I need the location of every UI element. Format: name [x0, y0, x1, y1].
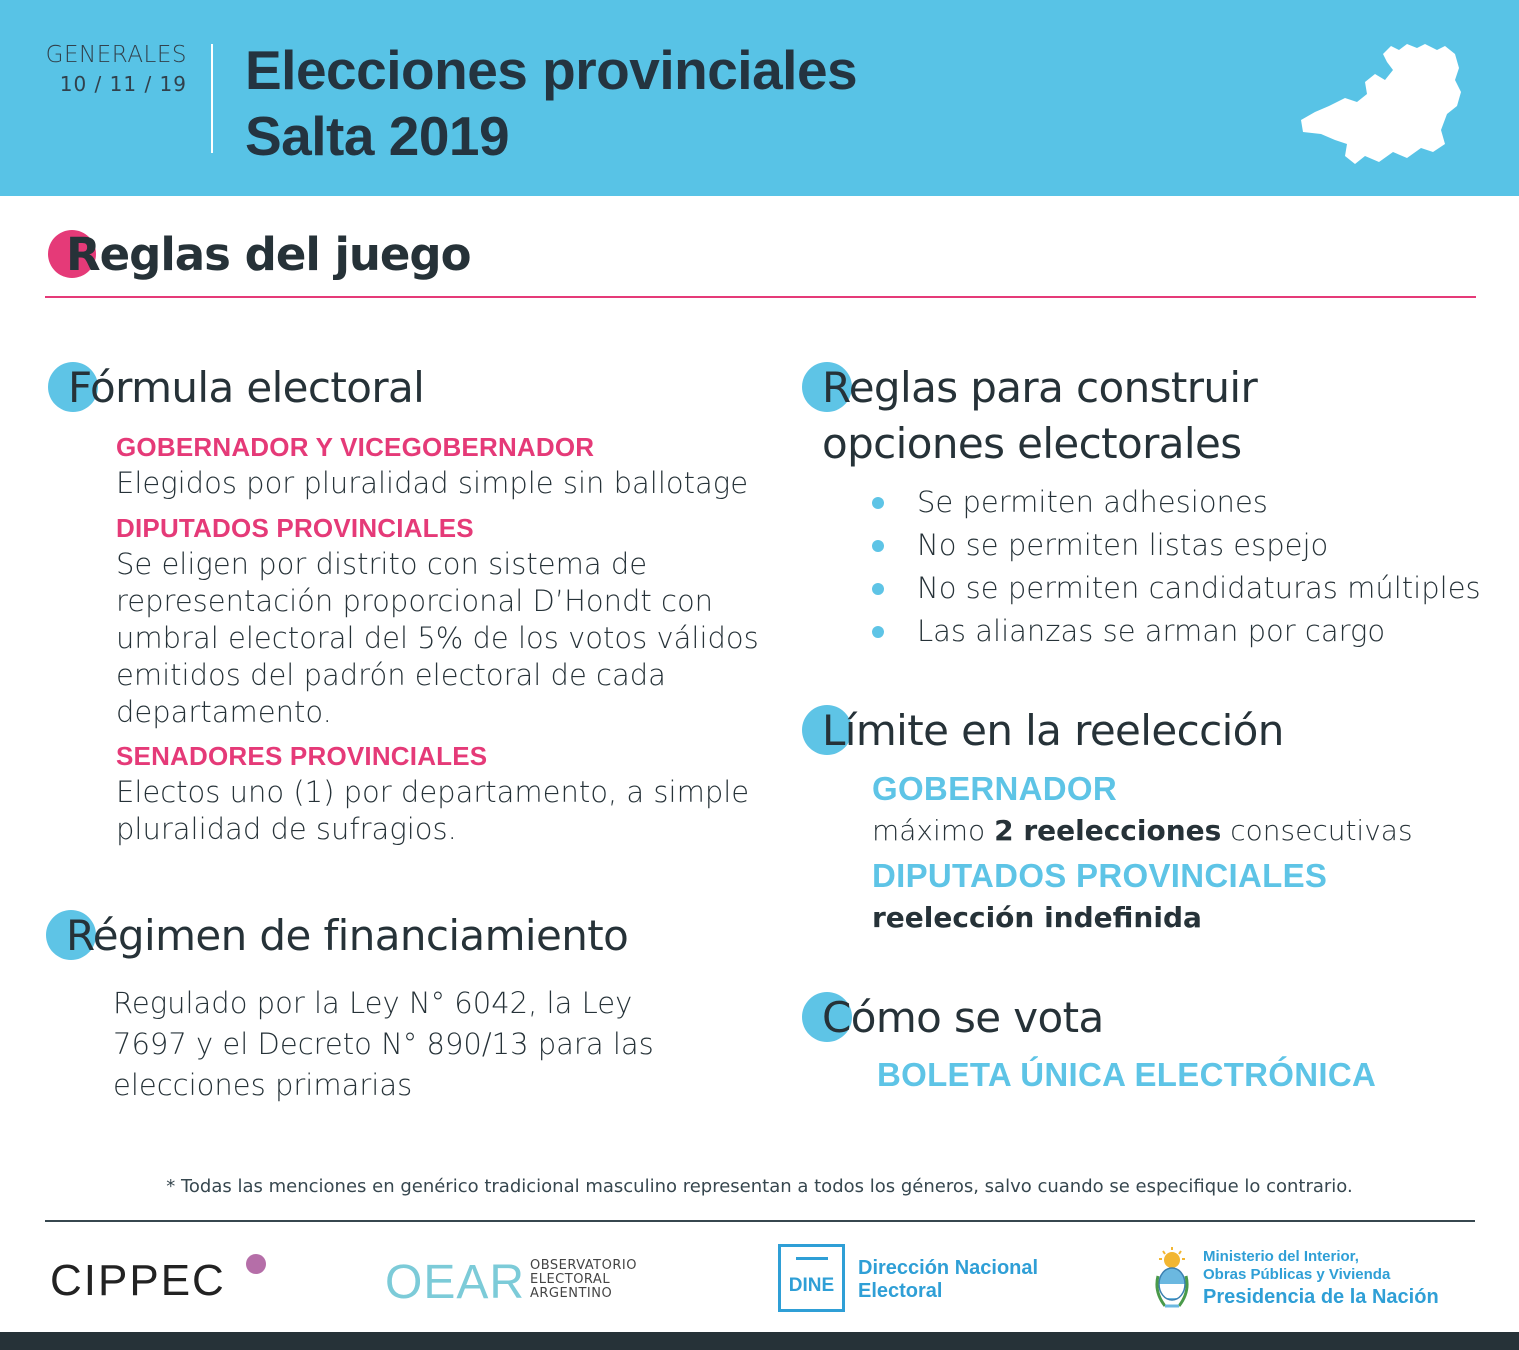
reglas-heading-line2: opciones electorales — [822, 419, 1242, 468]
ministerio-line2: Obras Públicas y Vivienda — [1203, 1266, 1391, 1283]
footnote: * Todas las menciones en genérico tradicional masculino representan a todos los géneros, salvo cuando se especifique lo contrario. — [166, 1176, 1353, 1197]
section-heading-voto — [802, 990, 1104, 1046]
dine-bar-icon — [796, 1257, 828, 1260]
formula-text-diputados: Se eligen por distrito con sistema de representación proporcional D’Hondt con umbral electoral del 5% de los votos válidos emitidos del padrón electoral de cada departamento. — [116, 547, 759, 729]
pink-divider — [45, 296, 1476, 298]
bullet-icon — [872, 583, 884, 595]
section-heading-financiamiento — [46, 908, 629, 964]
section-heading-formula — [48, 360, 425, 416]
reeleccion-label-diputados: DIPUTADOS PROVINCIALES — [872, 857, 1328, 894]
formula-label-diputados: DIPUTADOS PROVINCIALES — [116, 513, 474, 543]
bullet-text: Se permiten adhesiones — [917, 485, 1268, 519]
reeleccion-bold: 2 reelecciones — [994, 814, 1222, 847]
formula-text-senadores: Electos uno (1) por departamento, a simple pluralidad de sufragios. — [116, 775, 750, 846]
national-coat-of-arms-icon — [1153, 1246, 1191, 1310]
reeleccion-text-gobernador — [872, 814, 1413, 847]
bottom-bar — [0, 1332, 1519, 1350]
bullet-text: Las alianzas se arman por cargo — [917, 614, 1386, 648]
oear-sub-line: OBSERVATORIO — [530, 1258, 637, 1273]
section-heading-reglas — [802, 360, 1258, 472]
ministerio-logo-text — [1203, 1248, 1439, 1310]
dine-name — [858, 1257, 1038, 1303]
oear-sub-line: ELECTORAL — [530, 1272, 611, 1287]
bullet-icon — [872, 626, 884, 638]
section-heading-reeleccion — [802, 703, 1284, 759]
financiamiento-heading-text: Régimen de financiamiento — [66, 911, 629, 960]
ministerio-line3: Presidencia de la Nación — [1203, 1286, 1439, 1308]
header-divider — [211, 44, 213, 153]
oear-subtitle — [530, 1259, 637, 1301]
reglas-heading-line1: Reglas para construir — [822, 363, 1258, 412]
reeleccion-suffix: consecutivas — [1221, 814, 1413, 847]
list-item — [870, 482, 1490, 525]
financiamiento-text: Regulado por la Ley N° 6042, la Ley 7697 y el Decreto N° 890/13 para las elecciones primarias — [113, 986, 654, 1102]
bullet-text: No se permiten listas espejo — [917, 528, 1329, 562]
bullet-icon — [872, 497, 884, 509]
reeleccion-heading-text: Límite en la reelección — [822, 706, 1284, 755]
bullet-text: No se permiten candidaturas múltiples — [917, 571, 1481, 605]
election-date: 10 / 11 / 19 — [59, 72, 187, 96]
reeleccion-prefix: máximo — [872, 814, 995, 847]
oear-sub-line: ARGENTINO — [530, 1286, 613, 1301]
formula-label-gobernador: GOBERNADOR Y VICEGOBERNADOR — [116, 432, 595, 462]
list-item — [870, 611, 1490, 654]
cippec-logo: CIPPEC — [50, 1256, 226, 1305]
election-type: GENERALES — [45, 42, 187, 68]
dine-logo — [778, 1244, 845, 1312]
cippec-mark-icon — [246, 1254, 266, 1274]
section-heading-reglas-del-juego — [48, 228, 471, 281]
formula-heading-text: Fórmula electoral — [68, 363, 425, 412]
reeleccion-label-gobernador: GOBERNADOR — [872, 770, 1118, 807]
main-heading-text: Reglas del juego — [66, 228, 471, 281]
voto-text: BOLETA ÚNICA ELECTRÓNICA — [877, 1056, 1377, 1093]
bullet-icon — [872, 540, 884, 552]
dine-name-line: Electoral — [858, 1280, 943, 1302]
header-band — [0, 0, 1519, 196]
reglas-bullet-list — [870, 482, 1490, 654]
formula-text-gobernador: Elegidos por pluralidad simple sin ballotage — [116, 466, 749, 500]
footer-divider — [45, 1220, 1475, 1222]
salta-province-map-icon — [1295, 40, 1463, 168]
page-title-line2: Salta 2019 — [245, 105, 510, 167]
formula-label-senadores: SENADORES PROVINCIALES — [116, 741, 488, 771]
list-item — [870, 568, 1490, 611]
dine-name-line: Dirección Nacional — [858, 1257, 1039, 1279]
page-title-line1: Elecciones provinciales — [245, 39, 858, 101]
ministerio-line1: Ministerio del Interior, — [1203, 1248, 1359, 1265]
dine-acronym: DINE — [788, 1275, 835, 1296]
oear-logo: OEAR — [385, 1256, 526, 1309]
list-item — [870, 525, 1490, 568]
reeleccion-text-diputados: reelección indefinida — [872, 901, 1202, 934]
voto-heading-text: Cómo se vota — [822, 993, 1104, 1042]
